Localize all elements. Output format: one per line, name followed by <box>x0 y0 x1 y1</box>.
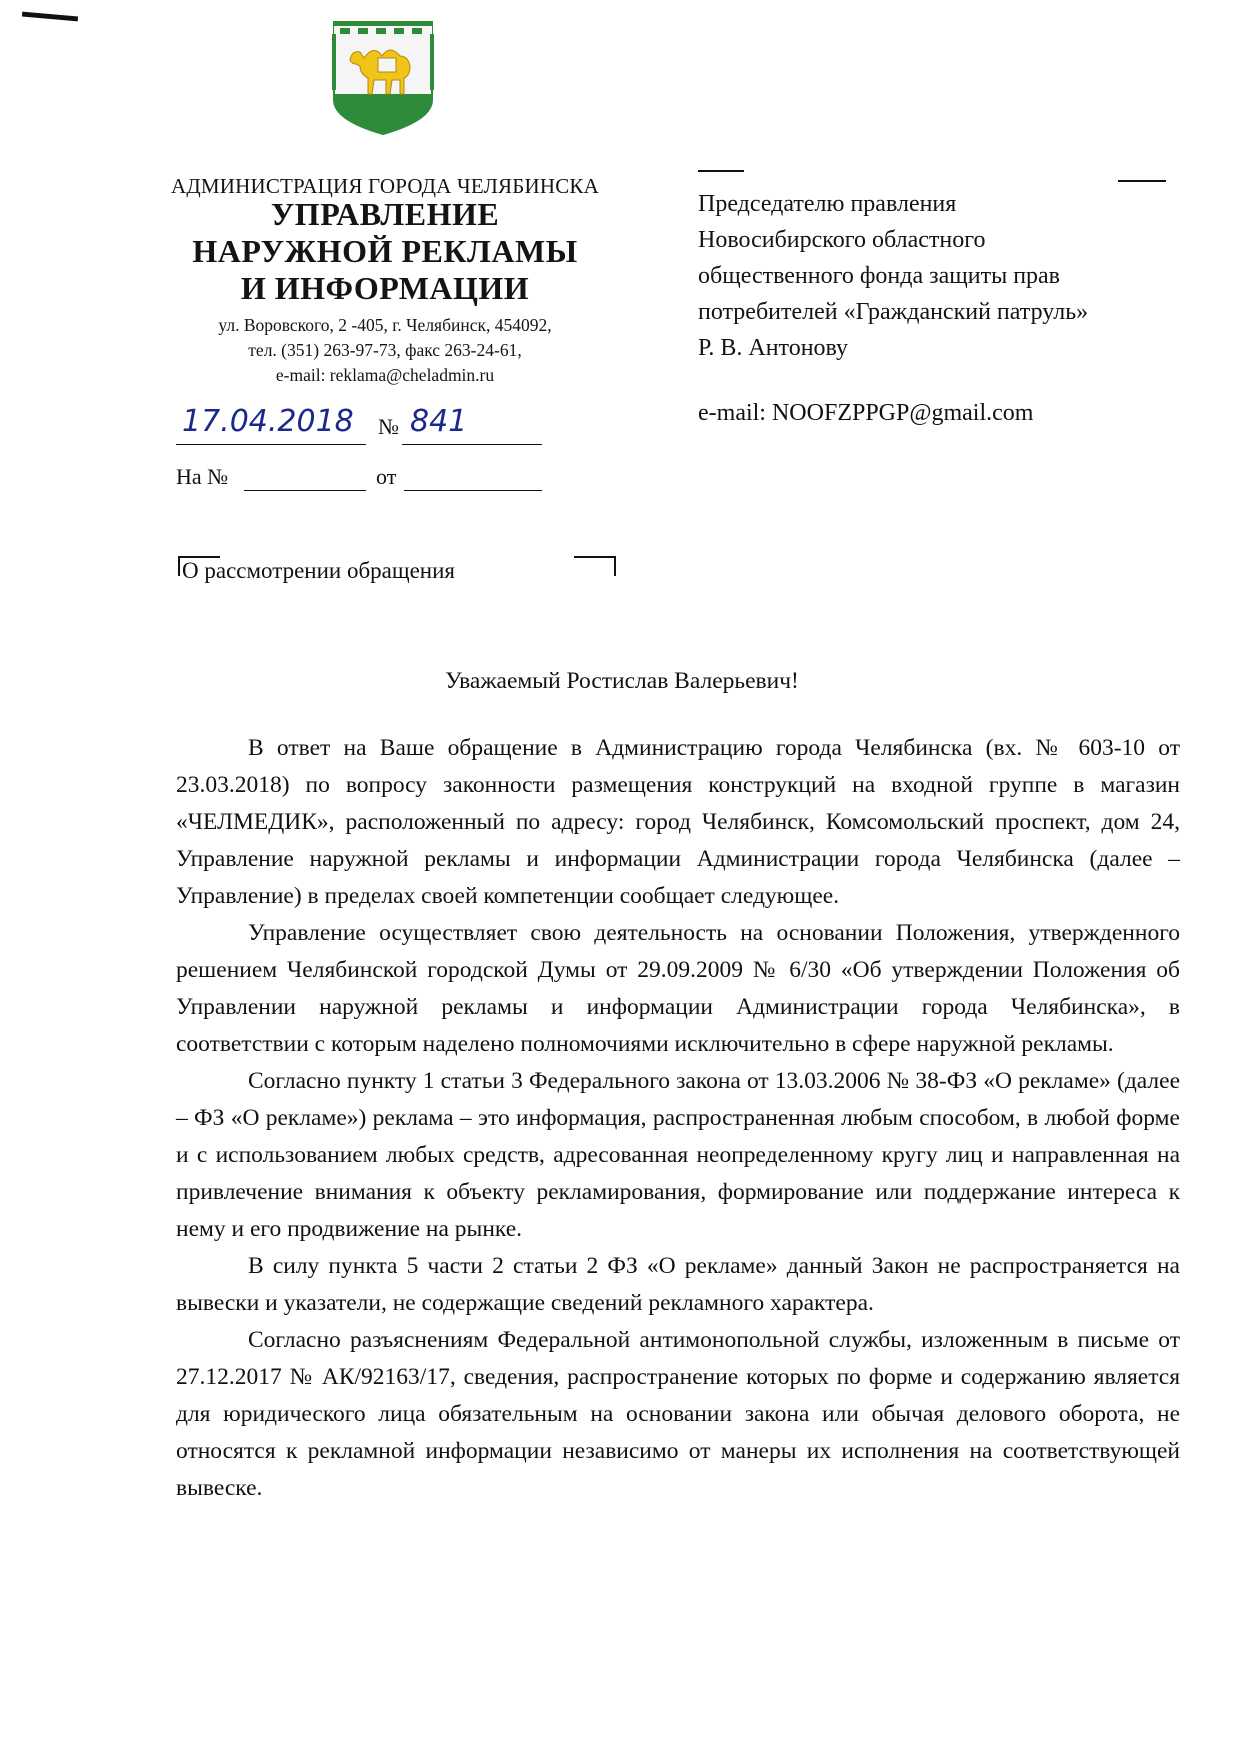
body-paragraph: В силу пункта 5 части 2 статьи 2 ФЗ «О рекламе» данный Закон не распространяется на вывески и указатели, не содержащие сведений рекламного характера. <box>176 1253 1180 1316</box>
number-underline <box>402 444 542 445</box>
registration-number: 841 <box>410 404 468 439</box>
scan-mark <box>22 12 78 22</box>
department-line-1: УПРАВЛЕНИЕ <box>270 196 500 232</box>
department-line-2: НАРУЖНОЙ РЕКЛАМЫ <box>192 233 578 269</box>
chelyabinsk-coat-of-arms-icon <box>330 20 436 136</box>
department-name <box>150 196 620 307</box>
reply-date-field <box>404 490 542 491</box>
recipient-block <box>698 186 1088 366</box>
recipient-line-5: Р. В. Антонову <box>698 335 849 361</box>
sender-address <box>150 313 620 388</box>
letter-body <box>176 730 1180 1507</box>
body-paragraph: Согласно пункту 1 статьи 3 Федерального закона от 13.03.2006 № 38-ФЗ «О рекламе» (далее – ФЗ «О рекламе») реклама – это информация, распространенная любым способом, в любой форме и с использованием любых средств, адресованная неопределенному кругу лиц и направленная на привлечение внимания к объекту рекламирования, формирование или поддержание интереса к нему и его продвижение на рынке. <box>176 1068 1180 1242</box>
recipient-corner-left <box>698 170 744 172</box>
administration-name: АДМИНИСТРАЦИЯ ГОРОДА ЧЕЛЯБИНСКА <box>170 174 600 198</box>
recipient-line-4: потребителей «Гражданский патруль» <box>698 299 1089 325</box>
reply-from-label: от <box>376 464 397 489</box>
address-line-1: ул. Воровского, 2 -405, г. Челябинск, 454092, <box>218 315 552 335</box>
recipient-line-1: Председателю правления <box>698 191 957 217</box>
date-underline <box>176 444 366 445</box>
subject-corner-right <box>574 556 616 576</box>
address-line-3: e-mail: reklama@cheladmin.ru <box>275 365 495 385</box>
subject-line: О рассмотрении обращения <box>182 558 455 583</box>
recipient-line-3: общественного фонда защиты прав <box>698 263 1061 289</box>
body-paragraph: В ответ на Ваше обращение в Администрацию города Челябинска (вх. № 603-10 от 23.03.2018) по вопросу законности размещения конструкций на входной группе в магазин «ЧЕЛМЕДИК», расположенный по адресу: город Челябинск, Комсомольский проспект, дом 24, Управление наружной рекламы и информации Администрации города Челябинска (далее – Управление) в пределах своей компетенции сообщает следующее. <box>176 735 1180 909</box>
address-line-2: тел. (351) 263-97-73, факс 263-24-61, <box>248 340 522 360</box>
salutation: Уважаемый Ростислав Валерьевич! <box>445 668 799 694</box>
body-paragraph: Управление осуществляет свою деятельность на основании Положения, утвержденного решением Челябинской городской Думы от 29.09.2009 № 6/30 «Об утверждении Положения об Управлении наружной рекламы и информации Администрации города Челябинска», в соответствии с которым наделено полномочиями исключительно в сфере наружной рекламы. <box>176 920 1180 1057</box>
reply-number-label: На № <box>176 464 229 489</box>
number-label: № <box>378 414 399 439</box>
body-paragraph: Согласно разъяснениям Федеральной антимонопольной службы, изложенным в письме от 27.12.2017 № АК/92163/17, сведения, распространение которых по форме и содержанию является для юридического лица обязательным на основании закона или обычая делового оборота, не относятся к рекламной информации независимо от манеры их исполнения на соответствующей вывеске. <box>176 1327 1180 1501</box>
registration-date: 17.04.2018 <box>182 404 354 439</box>
recipient-line-2: Новосибирского областного <box>698 227 986 253</box>
recipient-corner-right <box>1118 180 1166 182</box>
recipient-email: e-mail: NOOFZPPGP@gmail.com <box>698 400 1034 426</box>
department-line-3: И ИНФОРМАЦИИ <box>240 270 530 306</box>
reply-number-field <box>244 490 366 491</box>
